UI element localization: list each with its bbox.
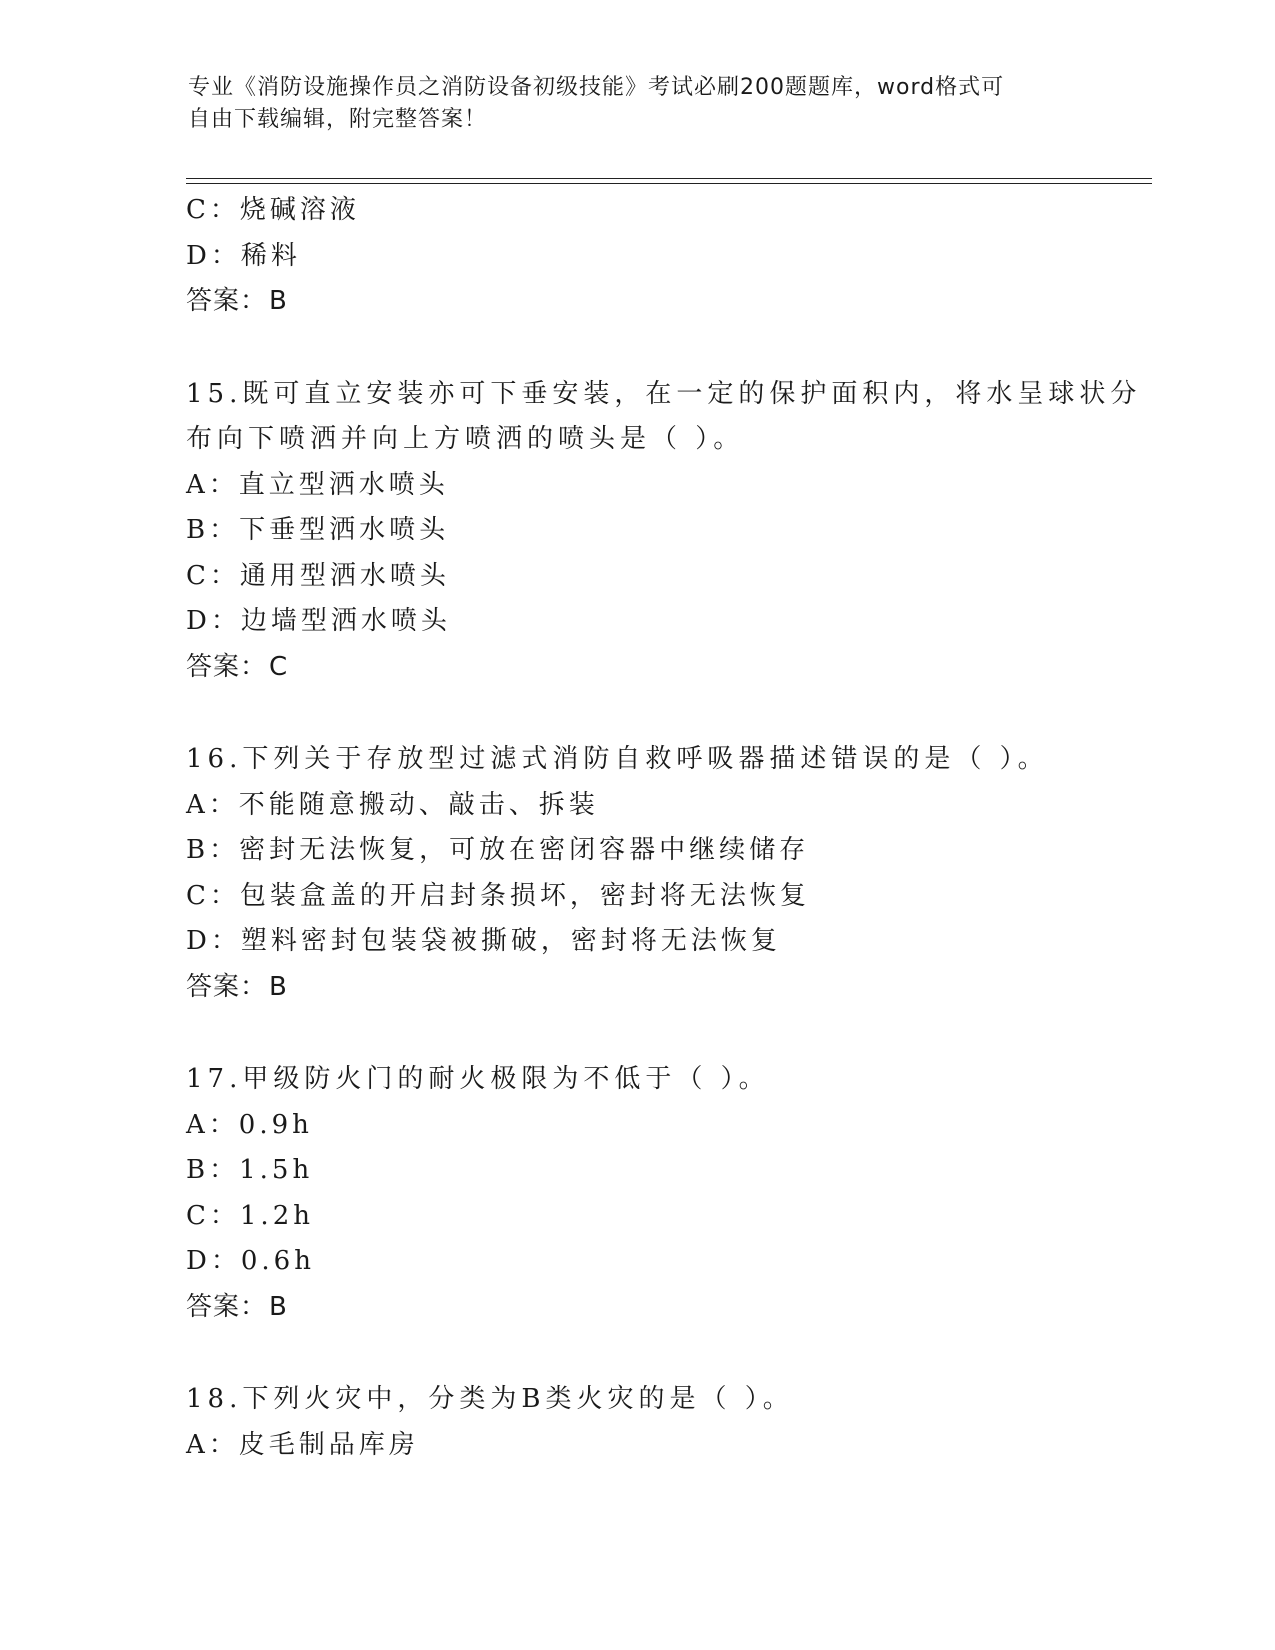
answer-label: 答案： xyxy=(186,651,268,682)
answer-value: B xyxy=(269,1291,288,1322)
option-a: A：0.9h xyxy=(186,1109,313,1140)
option-b: B：密封无法恢复，可放在密闭容器中继续储存 xyxy=(186,835,810,865)
spacer xyxy=(186,690,1146,737)
option-d: D：0.6h xyxy=(186,1246,315,1276)
option-c: C：烧碱溶液 xyxy=(186,195,360,225)
header-divider-bottom xyxy=(186,183,1152,184)
question-stem: 17.甲级防火门的耐火极限为不低于（ ）。 xyxy=(186,1064,770,1094)
question-16 xyxy=(186,737,1146,1010)
answer-label: 答案： xyxy=(186,971,268,1002)
previous-question-tail xyxy=(186,188,1146,325)
question-18 xyxy=(186,1377,1146,1468)
question-list xyxy=(186,188,1146,1468)
answer-line xyxy=(186,1285,1146,1331)
header-line-2: 自由下载编辑，附完整答案！ xyxy=(188,107,488,132)
option-b: B：1.5h xyxy=(186,1155,314,1185)
option-c: C：包装盒盖的开启封条损坏，密封将无法恢复 xyxy=(186,880,810,911)
answer-value: C xyxy=(269,651,289,682)
document-header xyxy=(188,72,1068,136)
answer-line xyxy=(186,965,1146,1011)
option-d: D：稀料 xyxy=(186,240,301,271)
answer-line xyxy=(186,645,1146,691)
spacer xyxy=(186,325,1146,372)
question-stem: 18.下列火灾中，分类为B类火灾的是（ ）。 xyxy=(186,1384,794,1414)
option-d: D：塑料密封包装袋被撕破，密封将无法恢复 xyxy=(186,926,781,956)
spacer xyxy=(186,1010,1146,1057)
header-divider-top xyxy=(186,178,1152,179)
option-b: B：下垂型洒水喷头 xyxy=(186,515,450,545)
answer-value: B xyxy=(269,971,288,1002)
header-line-1: 专业《消防设施操作员之消防设备初级技能》考试必刷200题题库，word格式可 xyxy=(188,75,1005,100)
answer-value: B xyxy=(269,286,288,316)
question-stem: 15.既可直立安装亦可下垂安装，在一定的保护面积内，将水呈球状分 xyxy=(186,378,1142,409)
answer-line xyxy=(186,279,1146,325)
option-d: D：边墙型洒水喷头 xyxy=(186,606,451,636)
option-c: C：通用型洒水喷头 xyxy=(186,560,450,591)
answer-label: 答案： xyxy=(186,286,268,316)
question-stem: 16.下列关于存放型过滤式消防自救呼吸器描述错误的是（ ）。 xyxy=(186,744,1049,774)
spacer xyxy=(186,1330,1146,1377)
question-17 xyxy=(186,1057,1146,1330)
option-a: A：直立型洒水喷头 xyxy=(186,469,449,500)
option-a: A：不能随意搬动、敲击、拆装 xyxy=(186,789,599,820)
question-stem-continued: 布向下喷洒并向上方喷洒的喷头是（ ）。 xyxy=(186,424,745,454)
question-15 xyxy=(186,372,1146,691)
answer-label: 答案： xyxy=(186,1291,268,1322)
option-a: A：皮毛制品库房 xyxy=(186,1429,419,1460)
option-c: C：1.2h xyxy=(186,1200,314,1231)
